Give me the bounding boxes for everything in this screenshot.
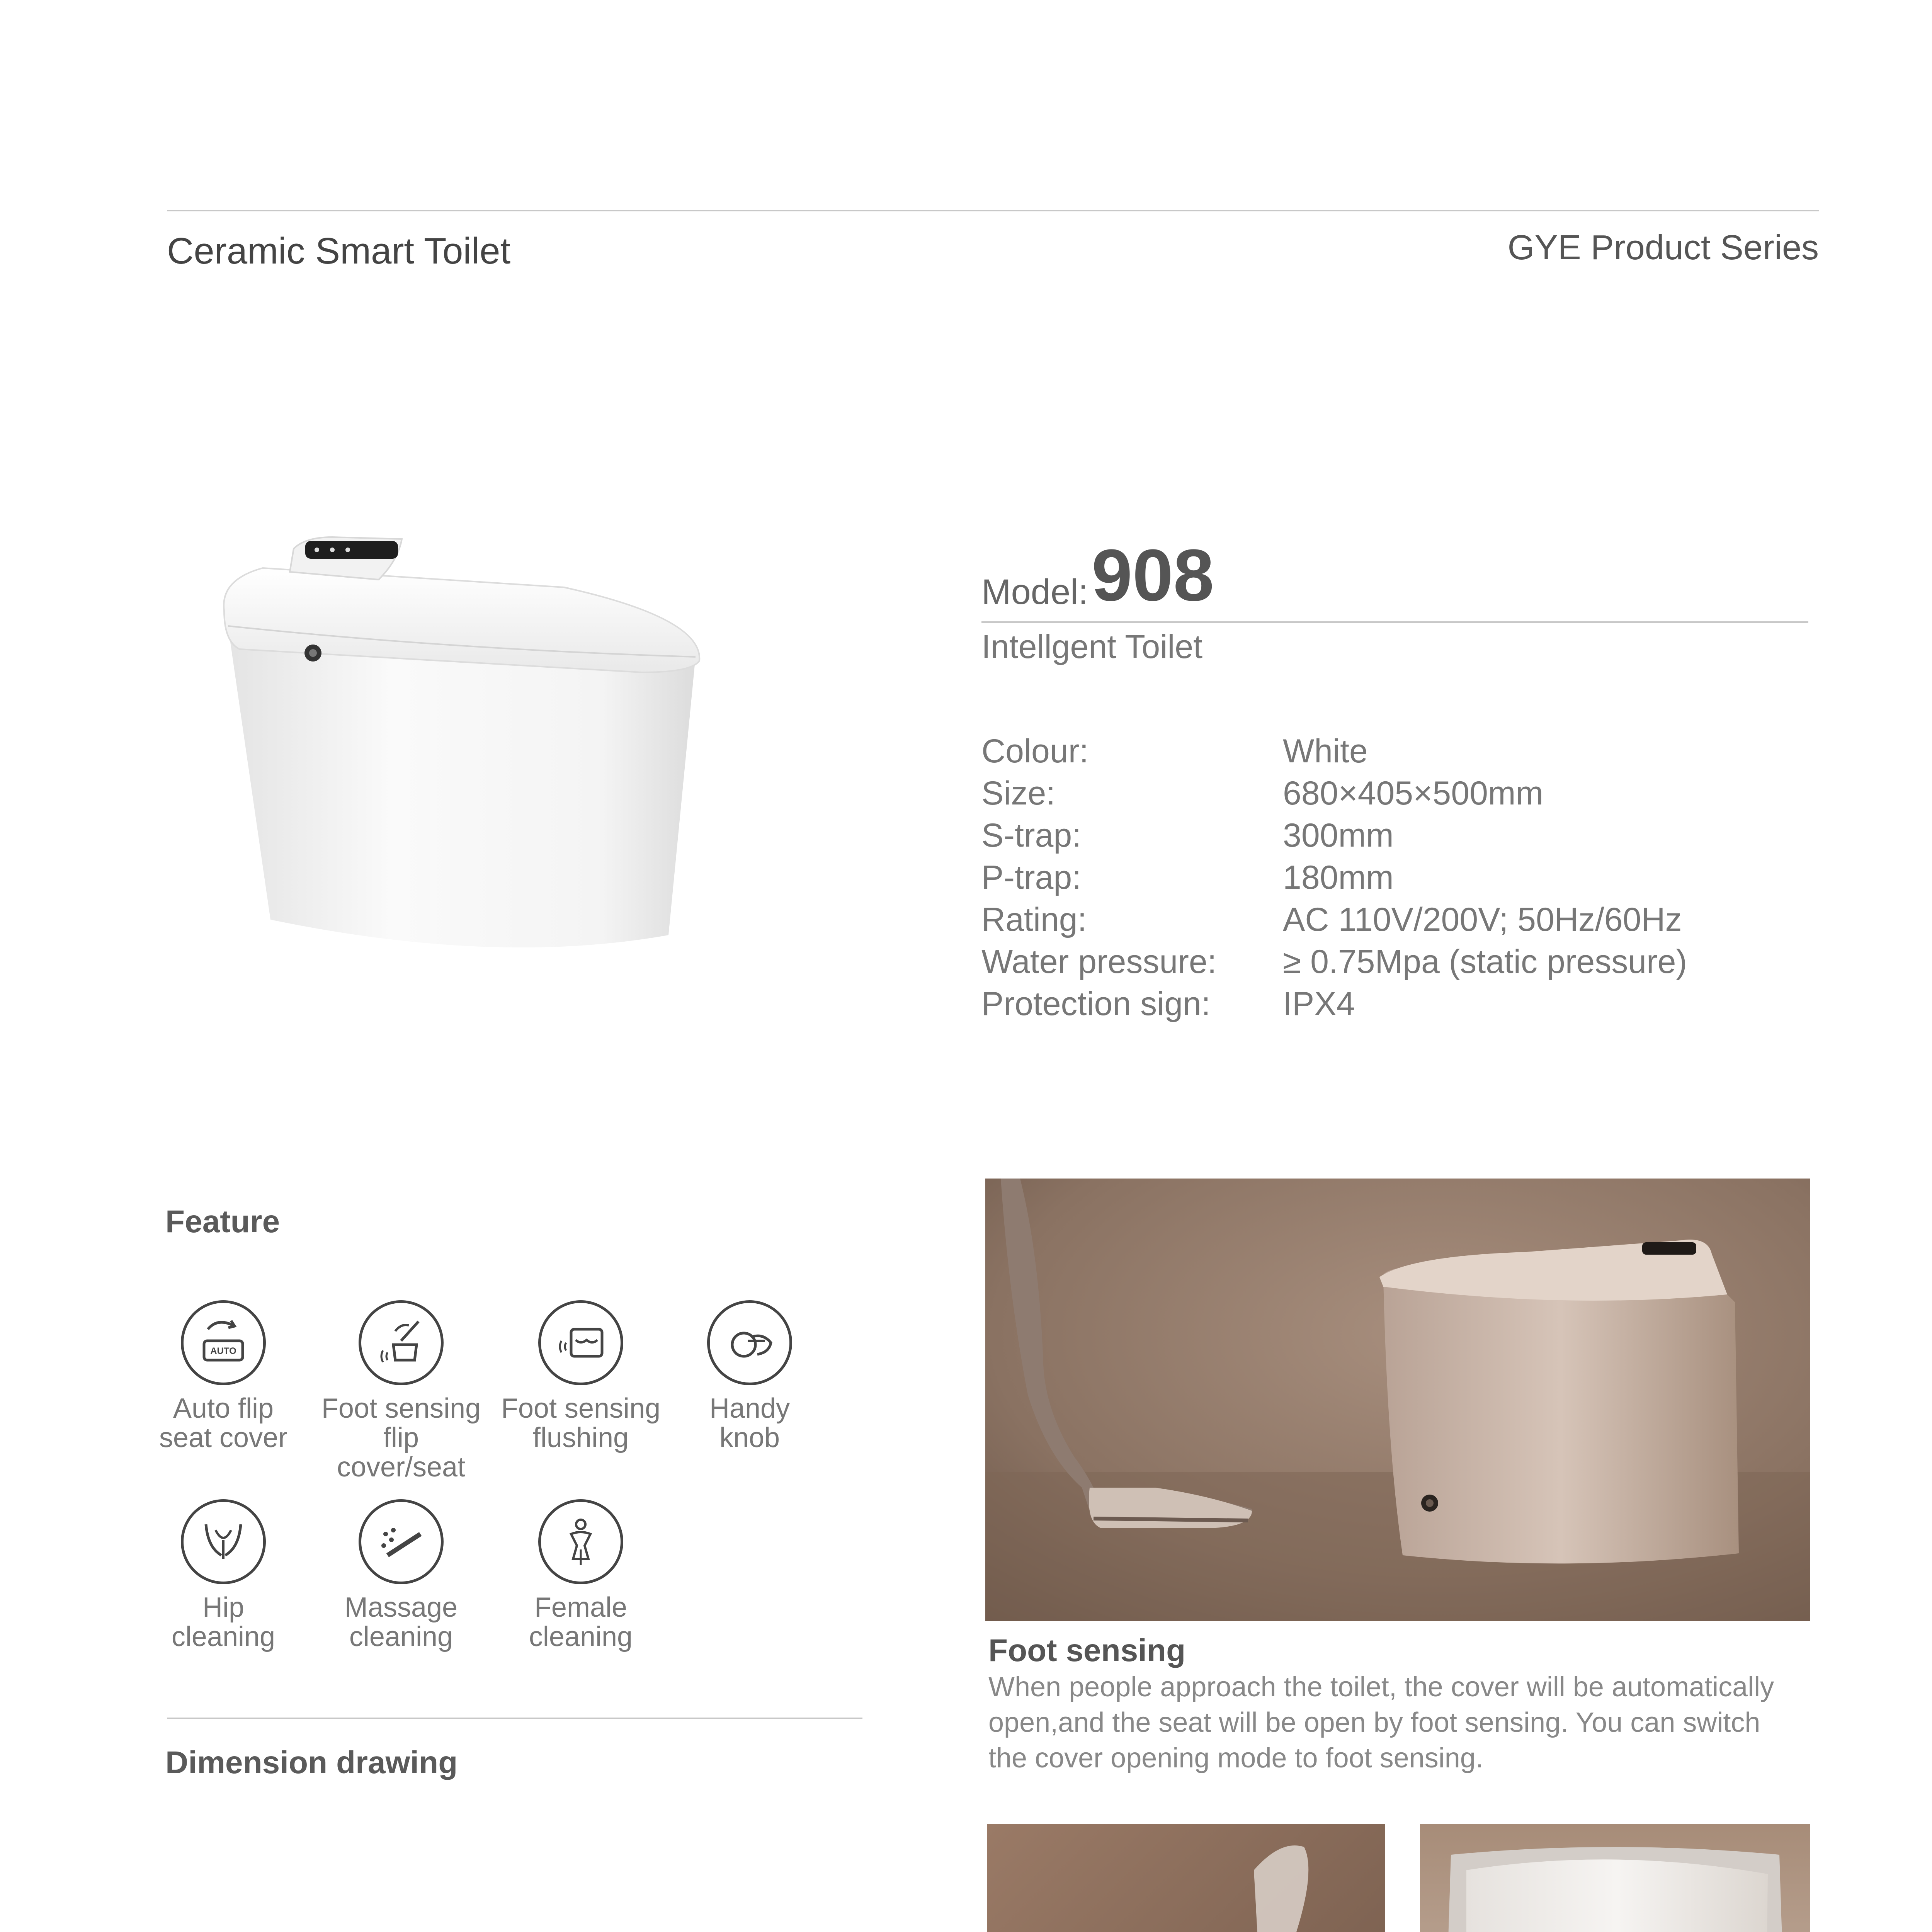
feature-label: Auto flip seat cover xyxy=(159,1393,288,1453)
spec-key: S-trap: xyxy=(981,817,1082,854)
feature-label: Foot sensing flip cover/seat xyxy=(321,1393,481,1483)
spec-key: Protection sign: xyxy=(981,985,1211,1022)
feature-label: Hip cleaning xyxy=(171,1592,276,1652)
top-rule xyxy=(167,210,1819,211)
feature-label: Foot sensing flushing xyxy=(501,1393,661,1453)
spec-value: 180mm xyxy=(1283,859,1394,896)
foot-sensing-flush-icon xyxy=(552,1314,610,1372)
auto-badge: AUTO xyxy=(210,1346,236,1356)
model-number: 908 xyxy=(1092,534,1214,616)
auto-flip-icon xyxy=(194,1314,252,1372)
female-cleaning-icon xyxy=(552,1513,610,1571)
spec-value: White xyxy=(1283,733,1368,770)
product-toilet-image xyxy=(216,533,742,981)
feature-hip-cleaning xyxy=(138,1499,308,1651)
spec-key: Rating: xyxy=(981,901,1087,938)
dimension-rule xyxy=(167,1718,862,1719)
feature-label: Handy knob xyxy=(709,1393,790,1453)
hip-cleaning-icon xyxy=(194,1513,252,1571)
spec-key: P-trap: xyxy=(981,859,1082,896)
feature-female-cleaning xyxy=(496,1499,666,1651)
spec-key: Size: xyxy=(981,775,1056,812)
foot-sensing-flip-icon xyxy=(372,1314,430,1372)
water-tank-photo xyxy=(987,1824,1385,1932)
model-label: Model: xyxy=(981,572,1088,612)
feature-foot-sensing-flip xyxy=(316,1300,486,1482)
feature-massage-cleaning xyxy=(316,1499,486,1651)
feature-title: Feature xyxy=(165,1204,280,1239)
spec-value: 680×405×500mm xyxy=(1283,775,1544,812)
model-subtitle: Intellgent Toilet xyxy=(981,628,1203,665)
spec-key: Colour: xyxy=(981,733,1089,770)
spec-key: Water pressure: xyxy=(981,943,1217,980)
foot-sensing-text: When people approach the toilet, the cover will be automatically open,and the seat will be open by foot sensing. You can switch the cover opening mode to foot sensing. xyxy=(988,1672,1774,1774)
handy-knob-icon xyxy=(721,1314,779,1372)
model-rule xyxy=(981,621,1808,623)
foot-sensing-title: Foot sensing xyxy=(988,1633,1186,1668)
spec-value: IPX4 xyxy=(1283,985,1355,1022)
foot-sensing-photo xyxy=(985,1179,1810,1621)
series-label: GYE Product Series xyxy=(1507,228,1819,267)
feature-label: Female cleaning xyxy=(529,1592,633,1652)
feature-handy-knob xyxy=(665,1300,835,1452)
page-title: Ceramic Smart Toilet xyxy=(167,230,511,272)
spec-value: 300mm xyxy=(1283,817,1394,854)
spec-value: AC 110V/200V; 50Hz/60Hz xyxy=(1283,901,1682,938)
led-display-photo xyxy=(1420,1824,1810,1932)
massage-cleaning-icon xyxy=(372,1513,430,1571)
dimension-title: Dimension drawing xyxy=(165,1745,458,1780)
spec-value: ≥ 0.75Mpa (static pressure) xyxy=(1283,943,1687,980)
feature-auto-flip xyxy=(138,1300,308,1452)
feature-label: Massage cleaning xyxy=(344,1592,458,1652)
feature-foot-sensing-flush xyxy=(496,1300,666,1452)
